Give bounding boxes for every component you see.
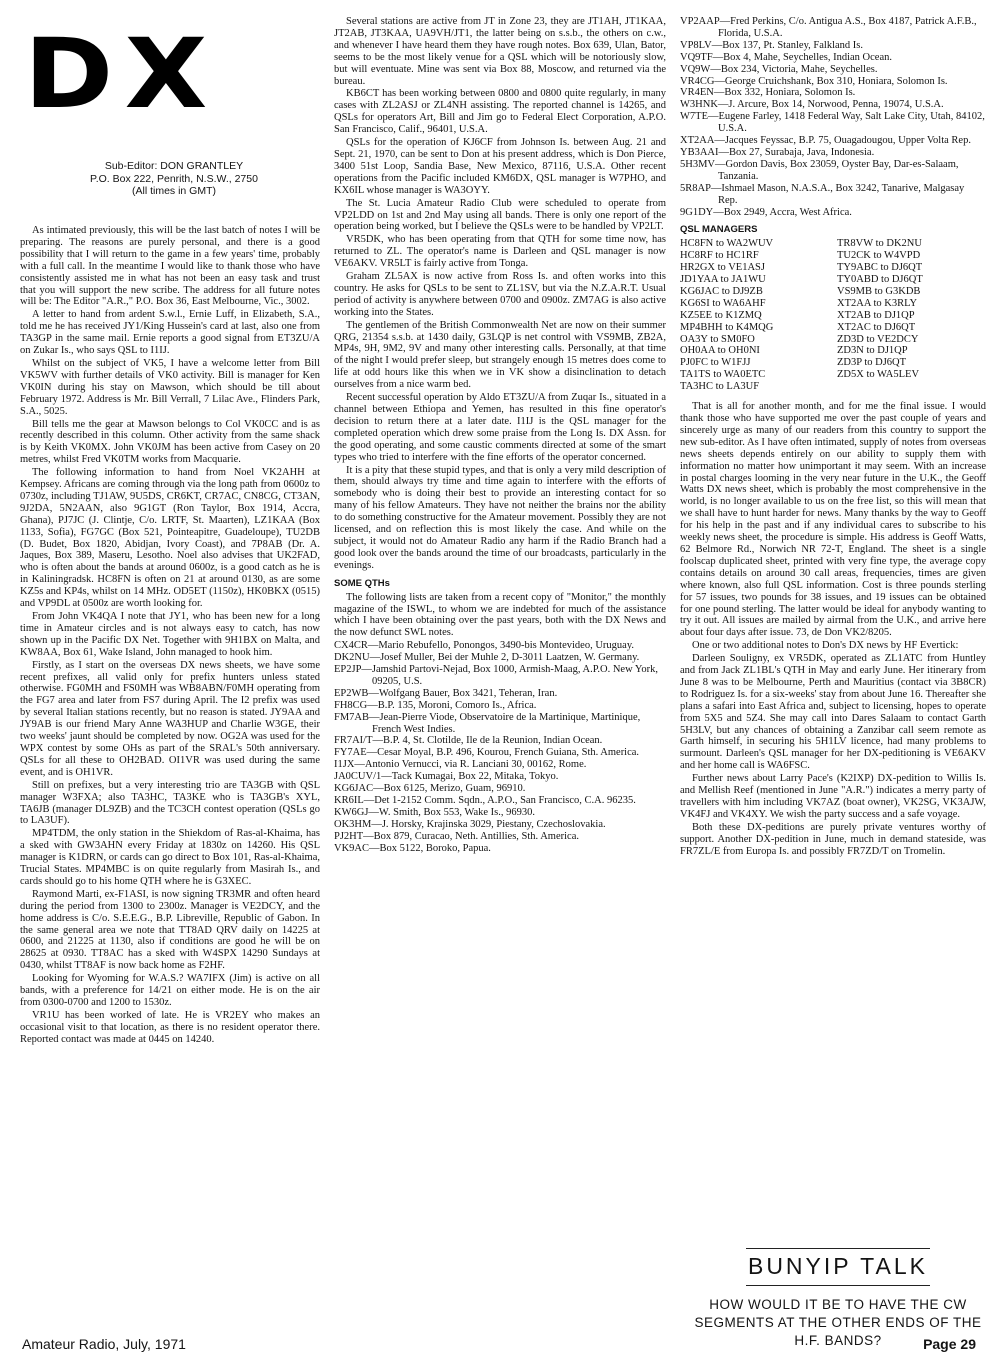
- qth-entry: VR4EN—Box 332, Honiara, Solomon Is.: [680, 87, 856, 99]
- qsl-manager-entry: HC8FN to WA2WUV: [680, 238, 774, 250]
- paragraph: Firstly, as I start on the overseas DX news sheets, we have some recent prefixes, all valid only for prefix hunters unless stated otherwise. FG0MH and FS0MH was WB8ABN/F0MH operating from the FG7 area and later from FS7 during April. The I2 prefix was used by several Italian stations recently, but no reason is stated. JY9AA and JY9AB is our friend Mary Anne WA3HUP and Charlie W3GE, their two weeks' jaunt should be completed by now. OG2A was used for the WPX contest by some OHs as part of the SRAL's 50th anniversary. QSLs for all these to OH2BAD. OI1VR was used during the same event, and is OH1VR.: [20, 659, 320, 778]
- column-3: [680, 16, 986, 859]
- qth-entry: I1JX—Antonio Vernucci, via R. Lanciani 30, 00162, Rome.: [334, 759, 587, 771]
- qth-entry: 5H3MV—Gordon Davis, Box 23059, Oyster Bay, Dar-es-Salaam, Tanzania.: [680, 158, 959, 182]
- qth-entry: FY7AE—Cesar Moyal, B.P. 496, Kourou, French Guiana, Sth. America.: [334, 747, 640, 759]
- qth-entry: OK3HM—J. Horsky, Krajinska 3029, Piestany, Czechoslovakia.: [334, 818, 606, 830]
- paragraph: The following information to hand from Noel VK2AHH at Kempsey. Africans are coming through via the long path from 0600z to 0730z, including TJ1AW, 9U5DS, CR6KT, CR7AC, CN8CG, CT3AN, 9J2DA, 5N2AAN, also 9G1GT (Ron Taylor, Box 1914, Accra, Ghana), PJ7JC (J. Clintje, C/o. LRTF, St. Maarten), LZ1KAA (Box 1133, Sofia), FG7GC (Box 521, Pointeapitre, Guadeloupe), TU2DB (D. Budet, Box 1820, Abidjan, Ivory Coast), and 7P8AB (Dr. A. Jaques, Box 389, Maseru, Lesotho. Noel also advises that UK2FAD, who is often about the bands at around 0600z, is a good catch as he is in Kaliningradsk. HC8FN is often on 21 at around 0130, as are some KZ5s and KP4s, whilst on 14 MHz. OD5ET (1150z), HK0BKX (0515) and VP9DL at 0500z are worth looking for.: [20, 467, 320, 610]
- bunyip-talk-box: [688, 1248, 988, 1350]
- qsl-manager-entry: KG6SI to WA6AHF: [680, 297, 766, 309]
- qth-entry: FH8CG—B.P. 135, Moroni, Comoro Is., Africa.: [334, 699, 537, 711]
- paragraph: As intimated previously, this will be the last batch of notes I will be preparing. The reasons are purely personal, and there is a good possibility that I will return to the game in a few years' time, probably with a full call. In the meantime I would like to thank those who have consistently assisted me in what has not been an easy task and trust that you will support the new scribe. The address for all future notes will be: The Editor "A.R.," P.O. Box 36, East Melbourne, Vic., 3002.: [20, 225, 320, 308]
- qth-entry: W3HNK—J. Arcure, Box 14, Norwood, Penna, 19074, U.S.A.: [680, 99, 944, 111]
- paragraph: One or two additional notes to Don's DX news by HF Evertick:: [692, 640, 959, 652]
- qth-entry: EP2JP—Jamshid Partovi-Nejad, Box 1000, Armish-Maag, A.P.O. New York, 09205, U.S.: [334, 664, 659, 687]
- qsl-manager-entry: TY0ABD to DJ6QT: [837, 274, 923, 286]
- qsl-manager-entry: PJ0FC to W1FJJ: [680, 357, 751, 369]
- editor-address: P.O. Box 222, Penrith, N.S.W., 2750: [90, 172, 258, 185]
- footer-publication: Amateur Radio, July, 1971: [22, 1336, 186, 1352]
- qth-entry: VQ9TF—Box 4, Mahe, Seychelles, Indian Ocean.: [680, 51, 892, 63]
- footer-page-number: Page 29: [923, 1336, 976, 1352]
- column-header: [24, 18, 324, 198]
- paragraph: Raymond Marti, ex-F1ASI, is now signing TR3MR and often heard during the period from 1300 to 2300z. Manager is VE2DCY, and the home address is C/o. S.E.E.G., B.P. Libreville, Republic of Gabon. In the same general area we note that TT8AD QRV daily on 14225 at 0600, and 21225 at 1130, also if conditions are good he will be on 28625 at 0930. TT8AC has a sked with W4SPX 14290 Sundays at 0430, whilst TT8AF is now back home as F2HF.: [20, 888, 320, 972]
- qsl-manager-entry: OA3Y to SM0FO: [680, 333, 755, 345]
- qsl-manager-entry: ZD3D to VE2DCY: [837, 333, 919, 345]
- qsl-manager-entry: TA3HC to LA3UF: [680, 381, 760, 393]
- qth-entry: W7TE—Eugene Farley, 1418 Federal Way, Salt Lake City, Utah, 84102, U.S.A.: [680, 111, 985, 135]
- qsl-manager-entry: TY9ABC to DJ6QT: [837, 262, 923, 274]
- qsl-manager-entry: OH0AA to OH0NI: [680, 345, 760, 357]
- qsl-manager-entry: HC8RF to HC1RF: [680, 250, 759, 262]
- paragraph: Further news about Larry Pace's (K2IXP) DX-pedition to Willis Is. and Mellish Reef (mentioned in June "A.R.") indicates a merry party of travellers with him including VK7AZ (boat owner), VK2SG, VK3AJW, VK4FJ and VK4XY. We wish the party success and a safe voyage.: [680, 773, 986, 820]
- qth-entry: 5R8AP—Ishmael Mason, N.A.S.A., Box 3242, Tanarive, Malgasay Rep.: [680, 182, 965, 206]
- paragraph: From John VK4QA I note that JY1, who has been new for a long time in Amateur circles and is not always easy to catch, has now shown up in the Pacific DX Net. Together with 9H1BX on Malta, and KW8AA, Box 61, Wake Island, John managed to hook him.: [20, 611, 320, 658]
- qth-entry: FR7AI/T—B.P. 4, St. Clotilde, Ile de la Reunion, Indian Ocean.: [334, 735, 603, 747]
- qth-entry: KW6GJ—W. Smith, Box 553, Wake Is., 96930.: [334, 806, 535, 818]
- qsl-manager-entry: VS9MB to G3KDB: [837, 285, 921, 297]
- qsl-manager-entry: ZD3N to DJ1QP: [837, 345, 908, 357]
- paragraph: Darleen Souligny, ex VR5DK, operated as ZL1ATC from Huntley and from Jack ZL1BL's QTH in May and early June. Her itinerary from June 8 was to be Melbourne, Perth and Mauritius (contact via 3B8CR) to Rodriguez Is. for a six-weeks' stay from about June 16. Thereafter she plans a safari into East Africa and, subject to licensing, hopes to operate from 5X5 and 5Z4. She may call into Dares Salaam to contact Garth 5H3LV, but any chances of obtaining a Zanzibar call seem remote as Garth himself, in securing his 5H1LV licence, had many problems to surmount. Darleen's QSL manager for her DX-peditioning is VE6AKV and her home call is WA6FSC.: [680, 653, 986, 772]
- paragraph: Recent successful operation by Aldo ET3ZU/A from Zuqar Is., situated in a channel between Ethiopa and Yemen, has resulted in this fine operator's decision to return there at a later date. I1IJ is the QSL manager for the completed operation which drew some praise from the Long Is. DX Assn. for the good operating, and some caustic comments directed at some of the smart types who tried to interfere with the fine efforts of the operator concerned.: [334, 392, 666, 463]
- qth-entry: XT2AA—Jacques Feyssac, B.P. 75, Ouagadougou, Upper Volta Rep.: [680, 135, 971, 147]
- paragraph: The St. Lucia Amateur Radio Club were scheduled to operate from VP2LDD on 1st and 2nd May using all bands. There is only one report of the operation being worked, but I believe the QSLs were to be handled by VP2LT.: [334, 197, 666, 233]
- qth-entry: VP2AAP—Fred Perkins, C/o. Antigua A.S., Box 4187, Patrick A.F.B., Florida, U.S.A.: [680, 16, 977, 39]
- qth-entry: VQ9W—Box 234, Victoria, Mahe, Seychelles.: [680, 63, 878, 75]
- qsl-manager-entry: KG6JAC to DJ9ZB: [680, 285, 763, 297]
- paragraph: MP4TDM, the only station in the Shiekdom of Ras-al-Khaima, has a sked with GW3AHN every Friday at 1830z on 14260. His QSL manager is K1DRN, or cards can go direct to Box 101, Ras-al-Khaima, Trucial States. MP4MBC is on quite regularly from Masirah Is., and cards should go to his home QTH where he is G3XEC.: [20, 828, 320, 887]
- paragraph: That is all for another month, and for me the final issue. I would thank those who have supported me over the past couple of years and sincerely urge as many of our readers from this country to support the new sub-editor. As I have often intimated, supply of notes from overseas news sheets depends entirely on our ability to supply them with information no matter how unimportant it may seem. With an increase in postal charges looming in the very near future in the U.K., the Geoff Watts DX news sheet, which is probably the most comprehensive in the world, is no longer available to us on the free list, so this will mean that we shall have to hunt harder for news. Many thanks by the way to Geoff for his help in the past and if any individual cares to subscribe to his weekly news sheet, the procedure is simple. His address is Geoff Watts, 62 Belmore Rd., Norwich NR 72-T, England. The sheet is a single foolscap duplicated sheet, printed with very fine type, the average copy contains details on around 30 call areas, frequencies, times are given where known, also full QSL information. Cost is three pounds sterling for 57 issues, two pounds for 38 issues, and 19 issues can be obtained for one pound sterling. The latter would be ideal for anybody wanting to try it out. All issues are mailed by airmal from the U.K., and arrive here about four days after issue. 73, de Don VK2/8205.: [680, 401, 986, 639]
- qsl-manager-entry: ZD3P to DJ6QT: [837, 357, 907, 369]
- paragraph: Graham ZL5AX is now active from Ross Is. and often works into this country. He asks for QSLs to be sent to ZL1SV, but via the N.Z.A.R.T. Usual period of activity is anywhere between 0700 and 0900z. ZM7AG is also active working into the States.: [334, 271, 666, 318]
- paragraph: Whilst on the subject of VK5, I have a welcome letter from Bill VK5WV with further details of VK0 activity. Bill is manager for Ken VK0IN during his stay on Mawson, which should be till about February 1972. Address is Mr. Bill Verrall, 7 Lilac Ave., Flinders Park, S.A., 5025.: [20, 357, 320, 417]
- qsl-manager-entry: HR2GX to VE1ASJ: [680, 262, 765, 274]
- qsl-manager-entry: XT2AB to DJ1QP: [837, 309, 915, 321]
- qths-intro: The following lists are taken from a recent copy of "Monitor," the monthly magazine of the ISWL, to whom we are indebted for much of the assistance which I have been obtaining over the past years, both with the DX News and the now defunct SWL notes.: [334, 591, 666, 639]
- qth-entry: VK9AC—Box 5122, Boroko, Papua.: [334, 842, 491, 854]
- qsl-manager-entry: JD1YAA to JA1WU: [680, 274, 766, 286]
- qth-entry: 9G1DY—Box 2949, Accra, West Africa.: [680, 206, 852, 218]
- paragraph: KB6CT has been working between 0800 and 0800 quite regularly, in many cases with ZL2ASJ or ZL4NH assisting. The reported channel is 14265, and QSLs for operators Art, Bill and Jim go to Federal Elect Corporation, A.P.O. San Francisco, Calif., 96401, U.S.A.: [334, 88, 666, 136]
- paragraph: Both these DX-peditions are purely private ventures worthy of support. Another DX-pedition in June, much in demand stateside, was FR7ZL/E from Europa Is. and possibly FR7ZD/T on Tromelin.: [680, 821, 986, 857]
- qth-entry: VR4CG—George Cruichshank, Box 310, Honiara, Solomon Is.: [680, 75, 948, 87]
- bunyip-text: HOW WOULD IT BE TO HAVE THE CW SEGMENTS AT THE OTHER ENDS OF THE H.F. BANDS?: [694, 1297, 982, 1348]
- qth-entry: EP2WB—Wolfgang Bauer, Box 3421, Teheran, Iran.: [334, 687, 558, 699]
- qsl-manager-entry: ZD5X to WA5LEV: [837, 369, 920, 381]
- qth-entry: FM7AB—Jean-Pierre Viode, Observatoire de la Martinique, Martinique, French West Indies.: [334, 711, 641, 735]
- paragraph: Bill tells me the gear at Mawson belongs to Col VK0CC and is as recently described in this column. Other activity from the same shack is by Keith VK0MX. John VK0JM has been active from Casey on 20 metres, whilst Fred VK0TM works from Macquarie.: [20, 418, 320, 466]
- qth-entry: VP8LV—Box 137, Pt. Stanley, Falkland Is.: [680, 39, 863, 51]
- paragraph: Looking for Wyoming for W.A.S.? WA7IFX (Jim) is active on all bands, with a preference for 14/21 on either mode. He is on the air from 0300-0700 and 1200 to 1530z.: [20, 973, 320, 1008]
- sub-editor: Sub-Editor: DON GRANTLEY: [104, 160, 244, 172]
- qsl-manager-entry: TU2CK to W4VPD: [837, 250, 921, 262]
- qth-entry: CX4CR—Mario Rebufello, Ponongos, 3490-bis Montevideo, Uruguay.: [334, 640, 635, 652]
- qsl-manager-entry: MP4BHH to K4MQG: [680, 321, 774, 333]
- qth-entry: YB3AAI—Box 27, Surabaja, Java, Indonesia.: [680, 146, 875, 158]
- paragraph: Still on prefixes, but a very interesting trio are TA3GB with QSL manager W3FXA; also TA3HC, TA3KE who is TA3GB's XYL, TA6JB (manager DL9ZB) and the TC3CH contest operation (QSLs go to LA3UF).: [20, 779, 320, 827]
- qsl-manager-entry: TA1TS to WA0ETC: [680, 369, 766, 381]
- qsl-manager-entry: TR8VW to DK2NU: [837, 238, 922, 250]
- qsl-manager-entry: XT2AC to DJ6QT: [837, 321, 916, 333]
- bunyip-title: BUNYIP TALK: [746, 1248, 930, 1286]
- column-1: [20, 225, 320, 1047]
- qth-entry: KR6IL—Det 1-2152 Comm. Sqdn., A.P.O., San Francisco, C.A. 96235.: [334, 795, 636, 806]
- editor-info: [24, 160, 324, 198]
- qth-entry: KG6JAC—Box 6125, Merizo, Guam, 96910.: [334, 783, 526, 795]
- qsl-manager-entry: XT2AA to K3RLY: [837, 297, 918, 309]
- section-heading-qths: SOME QTHs: [334, 577, 390, 589]
- paragraph: Several stations are active from JT in Zone 23, they are JT1AH, JT1KAA, JT2AB, JT3KAA, UA9VH/JT1, the latter being on s.s.b., the others on c.w., and whenever I have heard them they have rough notes. Box 639, Ulan, Bator, seems to be the most likely venue for a QSL which will be notoriously slow, but will eventuate. Mine was sent via Box 88, Moscow, and returned via the bureau.: [334, 16, 666, 87]
- qth-entry: DK2NU—Josef Muller, Bei der Muhle 2, D-3011 Laatzen, W. Germany.: [334, 652, 640, 664]
- qsl-manager-entry: [837, 381, 986, 393]
- qsl-managers-table: [680, 238, 986, 393]
- paragraph: VR5DK, who has been operating from that QTH for some time now, has returned to ZL. The operator's name is Darleen and QSL manager is now VE6AKV. VR5LT is fairly active from Tonga.: [334, 234, 666, 270]
- qsl-manager-entry: KZ5EE to K1ZMQ: [680, 309, 762, 321]
- paragraph: QSLs for the operation of KJ6CF from Johnson Is. between Aug. 21 and Sept. 21, 1970, can be sent to Don at his present address, which is Don Pierce, 3400 51st Loop, Sandia Base, New Mexico, 87116, U.S.A. Other recent operations from the Pacific included KM6DX, QSL manager is W7PHO, and KX6IL whose manager is WA3OYY.: [334, 137, 666, 196]
- column-2: [334, 16, 666, 855]
- paragraph: A letter to hand from ardent S.w.l., Ernie Luff, in Elizabeth, S.A., told me he has received JY1/King Hussein's card at last, also one from TA3GP in the same mail. Ernie reports a good signal from ET3ZU/A on Zukar Is., who says QSL to I1IJ.: [20, 309, 320, 357]
- paragraph: It is a pity that these stupid types, and that is only a very mild description of them, should always try time and time again to interfere with the efforts of somebody who is doing their best to provide an interesting contact for so many of his fellow Amateurs. They have not neither the brains nor the ability to do something constructive for the Amateur movement. Possibly they are not licensed, and on reflection this is most likely the case. And while on the subject, it would not do Amateur Radio any harm if the Radio Branch had a good look over the bands around the time of our broadcasts, particularly in the evenings.: [334, 464, 666, 571]
- dx-logo: DX: [24, 18, 219, 130]
- qth-entry: PJ2HT—Box 879, Curacao, Neth. Antillies, Sth. America.: [334, 830, 579, 842]
- qth-entry: JA0CUV/1—Tack Kumagai, Box 22, Mitaka, Tokyo.: [334, 771, 559, 783]
- section-heading-qsl-managers: QSL MANAGERS: [680, 224, 758, 236]
- paragraph: The gentlemen of the British Commonwealth Net are now on their summer QRG, 21354 s.s.b. at 1430 daily, G3LQP is net control with VS9MB, ZB2A, MP4s, 9H, 9M2, 9V and many other interesting calls. Personally, at that time of the night I would prefer sleep, but strangely enough 15 metres does come to life at odd hours like this when we in VK show a disinclination to detach ourselves from a nice warm bed.: [334, 319, 666, 391]
- times-note: (All times in GMT): [132, 185, 216, 197]
- paragraph: VR1U has been worked of late. He is VR2EY who makes an occasional visit to that location, as there is no resident operator there. Reported contact was made at 0445 on 14240.: [20, 1009, 320, 1045]
